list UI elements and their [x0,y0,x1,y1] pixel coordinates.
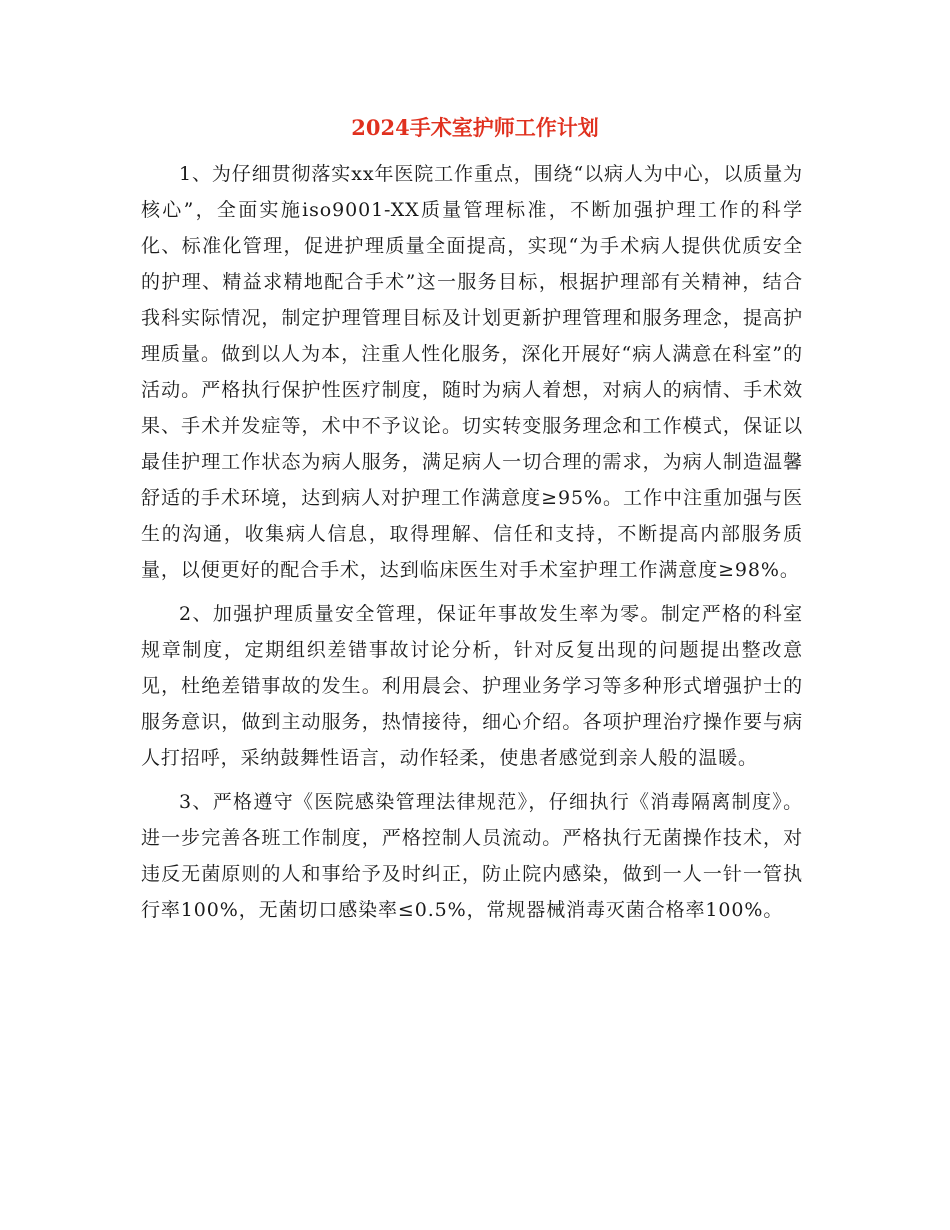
paragraph-1: 1、为仔细贯彻落实xx年医院工作重点，围绕“以病人为中心，以质量为核心”，全面实施iso9001-XX质量管理标准，不断加强护理工作的科学化、标准化管理，促进护理质量全面提高，实现“为手术病人提供优质安全的护理、精益求精地配合手术”这一服务目标，根据护理部有关精神，结合我科实际情况，制定护理管理目标及计划更新护理管理和服务理念，提高护理质量。做到以人为本，注重人性化服务，深化开展好“病人满意在科室”的活动。严格执行保护性医疗制度，随时为病人着想，对病人的病情、手术效果、手术并发症等，术中不予议论。切实转变服务理念和工作模式，保证以最佳护理工作状态为病人服务，满足病人一切合理的需求，为病人制造温馨舒适的手术环境，达到病人对护理工作满意度≥95%。工作中注重加强与医生的沟通，收集病人信息，取得理解、信任和支持，不断提高内部服务质量，以便更好的配合手术，达到临床医生对手术室护理工作满意度≥98%。 [141,163,803,581]
paragraph-2: 2、加强护理质量安全管理，保证年事故发生率为零。制定严格的科室规章制度，定期组织差错事故讨论分析，针对反复出现的问题提出整改意见，杜绝差错事故的发生。利用晨会、护理业务学习等多种形式增强护士的服务意识，做到主动服务，热情接待，细心介绍。各项护理治疗操作要与病人打招呼，采纳鼓舞性语言，动作轻柔，使患者感觉到亲人般的温暖。 [141,603,803,769]
paragraph-3: 3、严格遵守《医院感染管理法律规范》，仔细执行《消毒隔离制度》。进一步完善各班工作制度，严格控制人员流动。严格执行无菌操作技术，对违反无菌原则的人和事给予及时纠正，防止院内感染，做到一人一针一管执行率100%，无菌切口感染率≤0.5%，常规器械消毒灭菌合格率100%。 [141,791,803,921]
document-body [141,156,803,936]
document-title: 2024手术室护师工作计划 [351,115,599,140]
